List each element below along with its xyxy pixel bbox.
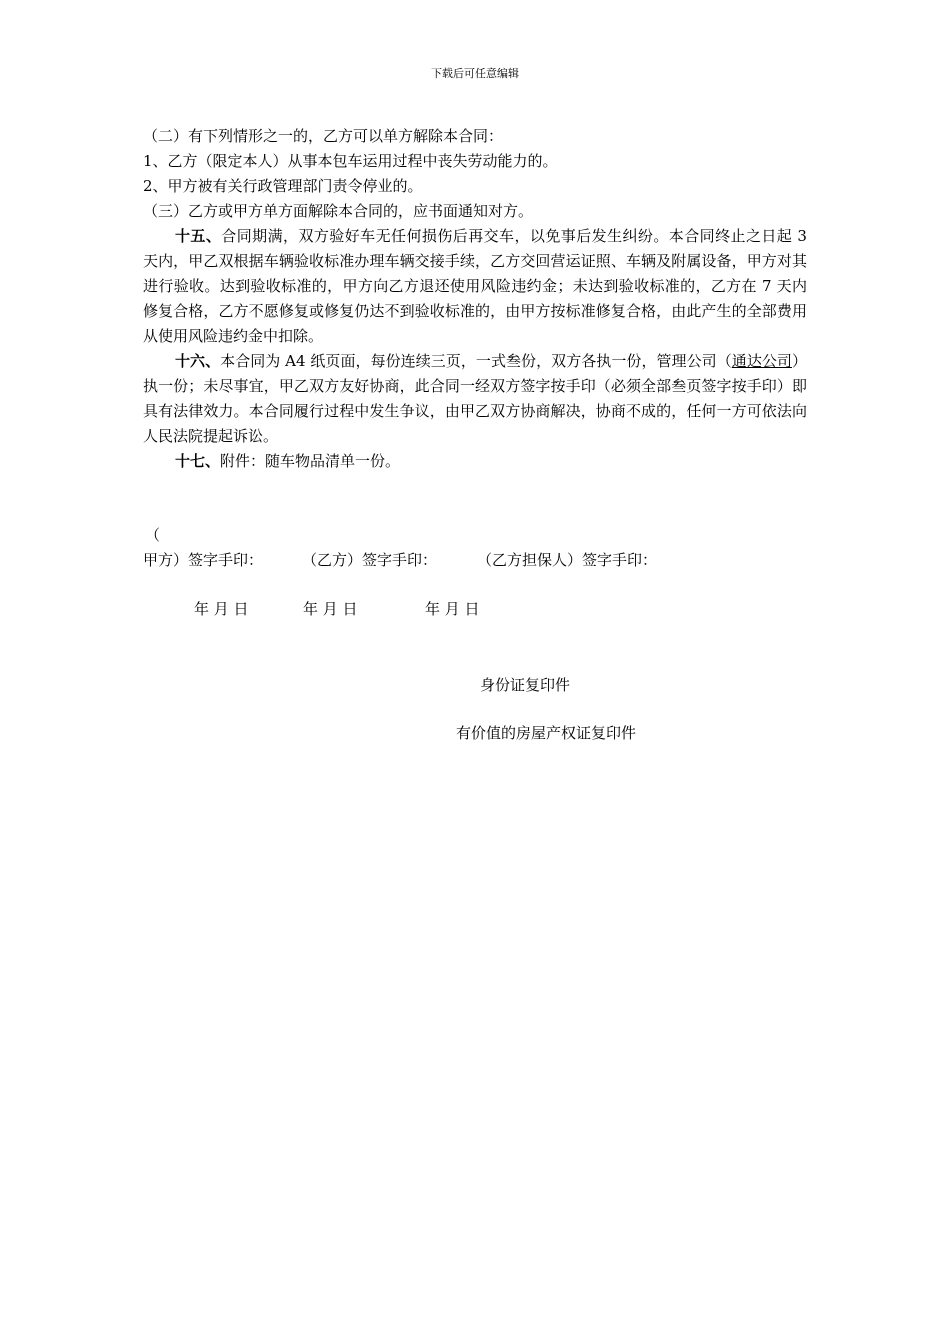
section-16 (143, 349, 807, 449)
guarantor-date: 年 月 日 (425, 600, 480, 618)
clause-2-item-1: 1、乙方（限定本人）从事本包车运用过程中丧失劳动能力的。 (143, 152, 558, 170)
header-note: 下载后可任意编辑 (431, 67, 519, 80)
section-17-number: 十七、 (175, 452, 221, 470)
clause-2-intro: （二）有下列情形之一的，乙方可以单方解除本合同： (143, 127, 504, 145)
section-15-text: 合同期满，双方验好车无任何损伤后再交车，以免事后发生纠纷。本合同终止之日起 3 天内，甲乙双根据车辆验收标准办理车辆交接手续，乙方交回营运证照、车辆及附属设备，甲方对其进行验收。达到验收标准的，甲方向乙方退还使用风险违约金；未达到验收标准的，乙方在 7 天内修复合格，乙方不愿修复或修复仍达不到验收标准的，由甲方按标准修复合格，由此产生的全部费用从使用风险违约金中扣除。 (143, 227, 807, 345)
signature-open-paren: （ (145, 526, 161, 544)
section-16-number: 十六、 (175, 352, 221, 370)
clause-3: （三）乙方或甲方单方面解除本合同的，应书面通知对方。 (143, 202, 534, 220)
clause-2-item-2: 2、甲方被有关行政管理部门责令停业的。 (143, 177, 423, 195)
section-16-text-post: ）执一份；未尽事宜，甲乙双方友好协商，此合同一经双方签字按手印（必须全部叁页签字按手印）即具有法律效力。本合同履行过程中发生争议，由甲乙双方协商解决，协商不成的，任何一方可依法向人民法院提起诉讼。 (143, 352, 807, 445)
contract-body (143, 124, 807, 474)
section-17 (143, 449, 807, 474)
property-certificate-copy-label: 有价值的房屋产权证复印件 (456, 724, 637, 742)
party-a-date: 年 月 日 (194, 600, 249, 618)
party-b-date: 年 月 日 (303, 600, 358, 618)
party-b-signature-label: （乙方）签字手印： (302, 551, 438, 569)
party-a-signature-label: 甲方）签字手印： (143, 551, 264, 569)
section-16-company: 通达公司 (731, 352, 792, 370)
section-16-text-pre: 本合同为 A4 纸页面，每份连续三页，一式叁份，双方各执一份，管理公司（ (220, 352, 732, 370)
id-card-copy-label: 身份证复印件 (480, 676, 571, 694)
section-15-number: 十五、 (175, 227, 222, 245)
section-17-text: 附件：随车物品清单一份。 (220, 452, 401, 470)
section-15 (143, 224, 807, 349)
guarantor-signature-label: （乙方担保人）签字手印： (477, 551, 658, 569)
